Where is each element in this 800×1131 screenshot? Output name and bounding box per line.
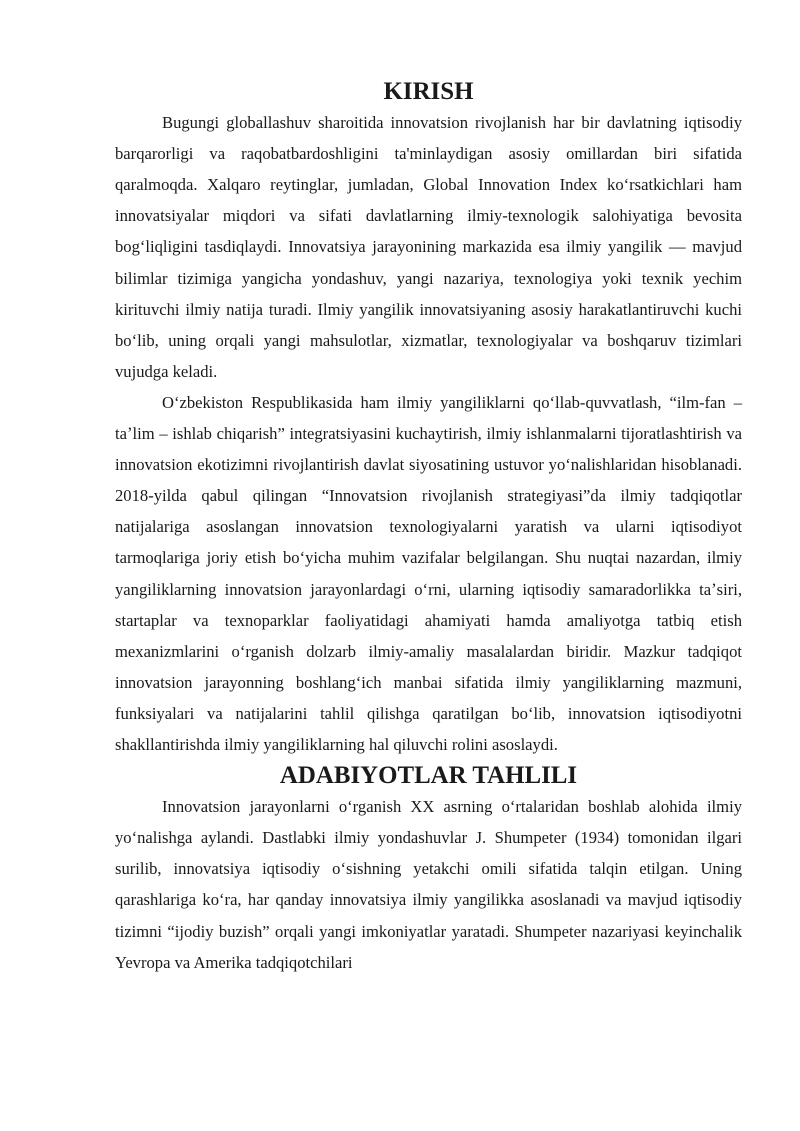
section-heading-adabiyotlar: ADABIYOTLAR TAHLILI [279, 762, 578, 790]
document-page [115, 76, 742, 978]
paragraph-adabiyotlar-1: Innovatsion jarayonlarni oʻrganish XX asrning oʻrtalaridan boshlab alohida ilmiy yoʻnalishga aylandi. Dastlabki ilmiy yondashuvlar J. Shumpeter (1934) tomonidan ilgari surilib, innovatsiya iqtisodiy oʻsishning yetakchi omili sifatida talqin etilgan. Uning qarashlariga koʻra, har qanday innovatsiya ilmiy yangilikka asoslanadi va mavjud iqtisodiy tizimni “ijodiy buzish” orqali yangi imkoniyatlar yaratadi. Shumpeter nazariyasi keyinchalik Yevropa va Amerika tadqiqotchilari [115, 797, 742, 972]
section-heading-kirish: KIRISH [383, 78, 474, 105]
paragraph-kirish-2: Oʻzbekiston Respublikasida ham ilmiy yangiliklarni qoʻllab-quvvatlash, “ilm-fan – taʼlim – ishlab chiqarish” integratsiyasini kuchaytirish, ilmiy ishlanmalarni tijoratlashtirish va innovatsion ekotizimni rivojlantirish davlat siyosatining ustuvor yoʻnalishlaridan hisoblanadi. 2018-yilda qabul qilingan “Innovatsion rivojlanish strategiyasi”da ilmiy tadqiqotlar natijalariga asoslangan innovatsion texnologiyalarni yaratish va ularni iqtisodiyot tarmoqlariga joriy etish boʻyicha muhim vazifalar belgilangan. Shu nuqtai nazardan, ilmiy yangiliklarning innovatsion jarayonlardagi oʻrni, ularning iqtisodiy samaradorlikka taʼsiri, startaplar va texnoparklar faoliyatidagi ahamiyati hamda amaliyotga tatbiq etish mexanizmlarini oʻrganish dolzarb ilmiy-amaliy masalalardan biridir. Mazkur tadqiqot innovatsion jarayonning boshlangʻich manbai sifatida ilmiy yangiliklarning mazmuni, funksiyalari va natijalarini tahlil qilishga qaratilgan boʻlib, innovatsion iqtisodiyotni shakllantirishda ilmiy yangiliklarning hal qiluvchi rolini asoslaydi. [115, 392, 742, 754]
paragraph-kirish-1: Bugungi globallashuv sharoitida innovatsion rivojlanish har bir davlatning iqtisodiy barqarorligi va raqobatbardoshligini ta'minlaydigan asosiy omillardan biri sifatida qaralmoqda. Xalqaro reytinglar, jumladan, Global Innovation Index koʻrsatkichlari ham innovatsiyalar miqdori va sifati davlatlarning ilmiy-texnologik salohiyatiga bevosita bogʻliqligini tasdiqlaydi. Innovatsiya jarayonining markazida esa ilmiy yangilik — mavjud bilimlar tizimiga yangicha yondashuv, yangi nazariya, texnologiya yoki texnik yechim kirituvchi ilmiy natija turadi. Ilmiy yangilik innovatsiyaning asosiy harakatlantiruvchi kuchi boʻlib, uning orqali yangi mahsulotlar, xizmatlar, texnologiyalar va boshqaruv tizimlari vujudga keladi. [115, 113, 742, 381]
